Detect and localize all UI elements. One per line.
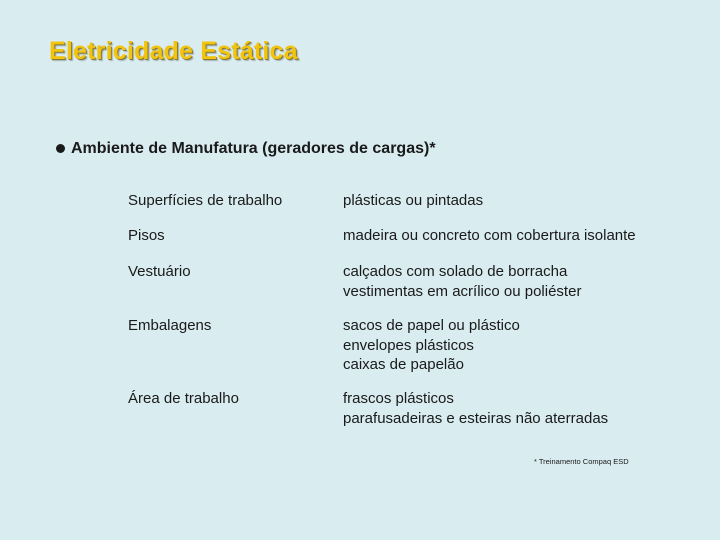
row-label-vestuario: Vestuário [128, 263, 191, 280]
row-values-embalagens [343, 316, 520, 375]
row-value: parafusadeiras e esteiras não aterradas [343, 409, 609, 427]
row-label-embalagens: Embalagens [128, 317, 212, 334]
row-value: envelopes plásticos [343, 336, 474, 354]
row-values-pisos [343, 226, 636, 246]
row-label-superficies: Superfícies de trabalho [128, 192, 283, 209]
footnote: * Treinamento Compaq ESD [534, 457, 629, 466]
row-value: vestimentas em acrílico ou poliéster [343, 282, 582, 300]
bullet-heading-text: Ambiente de Manufatura (geradores de cargas)* [71, 140, 436, 157]
row-value: caixas de papelão [343, 356, 464, 373]
row-values-vestuario [343, 262, 581, 301]
row-values-area-de-trabalho [343, 389, 608, 428]
row-value: frascos plásticos [343, 390, 454, 407]
row-values-superficies [343, 191, 483, 211]
row-value: sacos de papel ou plástico [343, 317, 520, 334]
row-value: plásticas ou pintadas [343, 192, 484, 209]
row-value: calçados com solado de borracha [343, 263, 568, 280]
row-label-area-de-trabalho: Área de trabalho [128, 390, 239, 407]
row-label-pisos: Pisos [128, 227, 165, 244]
row-value: madeira ou concreto com cobertura isolante [343, 227, 636, 244]
slide-title: Eletricidade Estática [49, 37, 298, 65]
